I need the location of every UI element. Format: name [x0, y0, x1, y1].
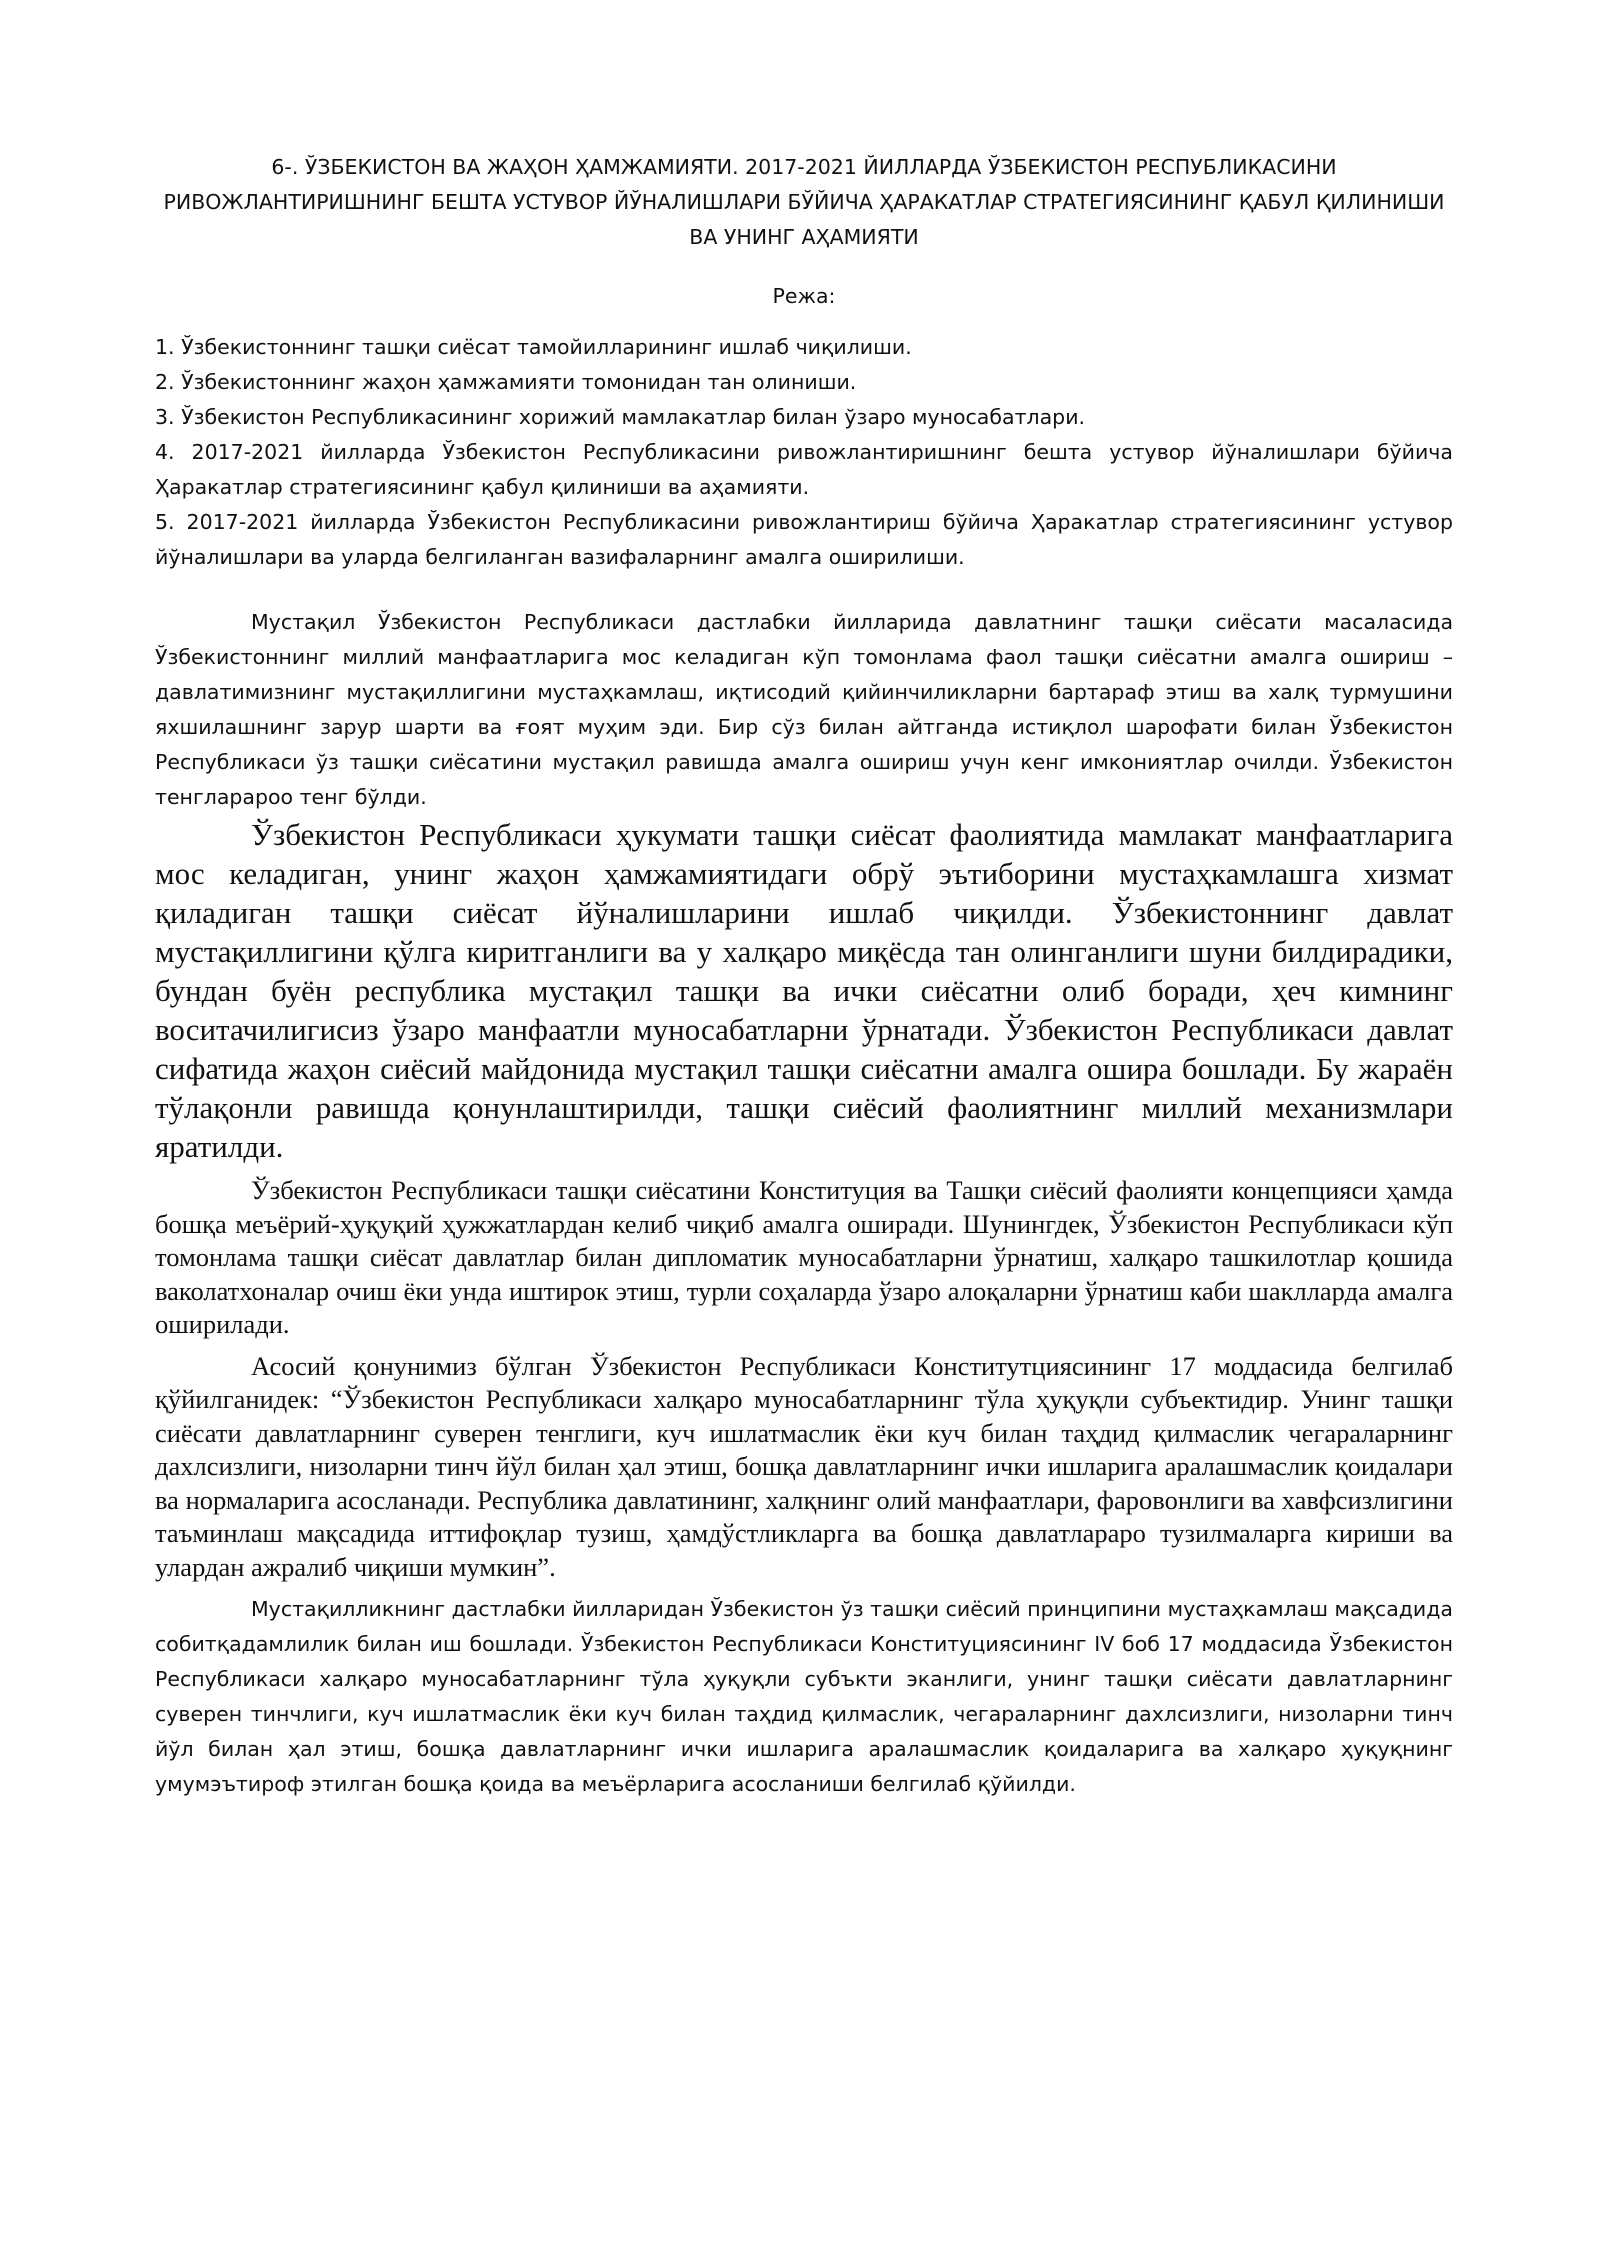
- plan-item: 5. 2017-2021 йилларда Ўзбекистон Республикасини ривожлантириш бўйича Ҳаракатлар стратегиясининг устувор йўналишлари ва уларда белгиланган вазифаларнинг амалга оширилиши.: [155, 510, 1453, 569]
- document-title: 6-. ЎЗБЕКИСТОН ВА ЖАҲОН ҲАМЖАМИЯТИ. 2017-2021 ЙИЛЛАРДА ЎЗБЕКИСТОН РЕСПУБЛИКАСИНИ РИВОЖЛАНТИРИШНИНГ БЕШТА УСТУВОР ЙЎНАЛИШЛАРИ БЎЙИЧА ҲАРАКАТЛАР СТРАТЕГИЯСИНИНГ ҚАБУЛ ҚИЛИНИШИ ВА УНИНГ АҲАМИЯТИ: [163, 155, 1445, 249]
- body-paragraph: Ўзбекистон Республикаси ташқи сиёсатини Конституция ва Ташқи сиёсий фаолияти концепцияси ҳамда бошқа меъёрий-ҳуқуқий ҳужжатлардан келиб чиқиб амалга оширади. Шунингдек, Ўзбекистон Республикаси кўп томонлама ташқи сиёсат давлатлар билан дипломатик муносабатларни ўрнатиш, халқаро ташкилотлар қошида ваколатхоналар очиш ёки унда иштирок этиш, турли соҳаларда ўзаро алоқаларни ўрнатиш каби шаклларда амалга оширилади.: [155, 1175, 1453, 1339]
- body-paragraph: Мустақил Ўзбекистон Республикаси дастлабки йилларида давлатнинг ташқи сиёсати масаласида Ўзбекистоннинг миллий манфаатларига мос келадиган кўп томонлама фаол ташқи сиёсатни амалга ошириш – давлатимизнинг мустақиллигини мустаҳкамлаш, иқтисодий қийинчиликларни бартараф этиш ва халқ турмушини яхшилашнинг зарур шарти ва ғоят муҳим эди. Бир сўз билан айтганда истиқлол шарофати билан Ўзбекистон Республикаси ўз ташқи сиёсатини мустақил равишда амалга ошириш учун кенг имкониятлар очилди. Ўзбекистон тенгларароо тенг бўлди.: [155, 610, 1453, 809]
- plan-item: 1. Ўзбекистоннинг ташқи сиёсат тамойилларининг ишлаб чиқилиши.: [155, 335, 912, 359]
- plan-item: 2. Ўзбекистоннинг жаҳон ҳамжамияти томонидан тан олиниши.: [155, 370, 857, 394]
- plan-list: [155, 330, 1453, 575]
- body-paragraph: Асосий қонунимиз бўлган Ўзбекистон Республикаси Конститутциясининг 17 моддасида белгилаб қўйилганидек: “Ўзбекистон Республикаси халқаро муносабатларнинг тўла ҳуқуқли субъектидир. Унинг ташқи сиёсати давлатларнинг суверен тенглиги, куч ишлатмаслик ёки куч билан таҳдид қилмаслик чегараларнинг дахлсизлиги, низоларни тинч йўл билан ҳал этиш, бошқа давлатларнинг ички ишларига аралашмаслик қоидалари ва нормаларига асосланади. Республика давлатининг, халқнинг олий манфаатлари, фаровонлиги ва хавфсизлигини таъминлаш мақсадида иттифоқлар тузиш, ҳамдўстликларга ва бошқа давлатлараро тузилмаларга кириши ва улардан ажралиб чиқиши мумкин”.: [155, 1350, 1453, 1582]
- document-body: [155, 150, 1453, 1802]
- plan-heading: Режа:: [772, 284, 836, 308]
- body-paragraph: Ўзбекистон Республикаси ҳукумати ташқи сиёсат фаолиятида мамлакат манфаатларига мос келадиган, унинг жаҳон ҳамжамиятидаги обрў эътиборини мустаҳкамлашга хизмат қиладиган ташқи сиёсат йўналишларини ишлаб чиқилди. Ўзбекистоннинг давлат мустақиллигини қўлга киритганлиги ва у халқаро миқёсда тан олинганлиги шуни билдирадики, бундан буён республика мустақил ташқи ва ички сиёсатни олиб боради, ҳеч кимнинг воситачилигисиз ўзаро манфаатли муносабатларни ўрнатади. Ўзбекистон Республикаси давлат сифатида жаҳон сиёсий майдонида мустақил ташқи сиёсатни амалга ошира бошлади. Бу жараён тўлақонли равишда қонунлаштирилди, ташқи сиёсий фаолиятнинг миллий механизмлари яратилди.: [155, 817, 1453, 1164]
- plan-item: 4. 2017-2021 йилларда Ўзбекистон Республикасини ривожлантиришнинг бешта устувор йўналишлари бўйича Ҳаракатлар стратегиясининг қабул қилиниши ва аҳамияти.: [155, 440, 1453, 499]
- body-paragraph: Мустақилликнинг дастлабки йилларидан Ўзбекистон ўз ташқи сиёсий принципини мустаҳкамлаш мақсадида собитқадамлилик билан иш бошлади. Ўзбекистон Республикаси Конституциясининг IV боб 17 моддасида Ўзбекистон Республикаси халқаро муносабатларнинг тўла ҳуқуқли субъкти эканлиги, унинг ташқи сиёсати давлатларнинг суверен тинчлиги, куч ишлатмаслик ёки куч билан таҳдид қилмаслик, чегараларнинг дахлсизлиги, низоларни тинч йўл билан ҳал этиш, бошқа давлатларнинг ички ишларига аралашмаслик қоидаларига ва халқаро ҳуқуқнинг умумэътироф этилган бошқа қоида ва меъёрларига асосланиши белгилаб қўйилди.: [155, 1597, 1453, 1796]
- plan-item: 3. Ўзбекистон Республикасининг хорижий мамлакатлар билан ўзаро муносабатлари.: [155, 405, 1086, 429]
